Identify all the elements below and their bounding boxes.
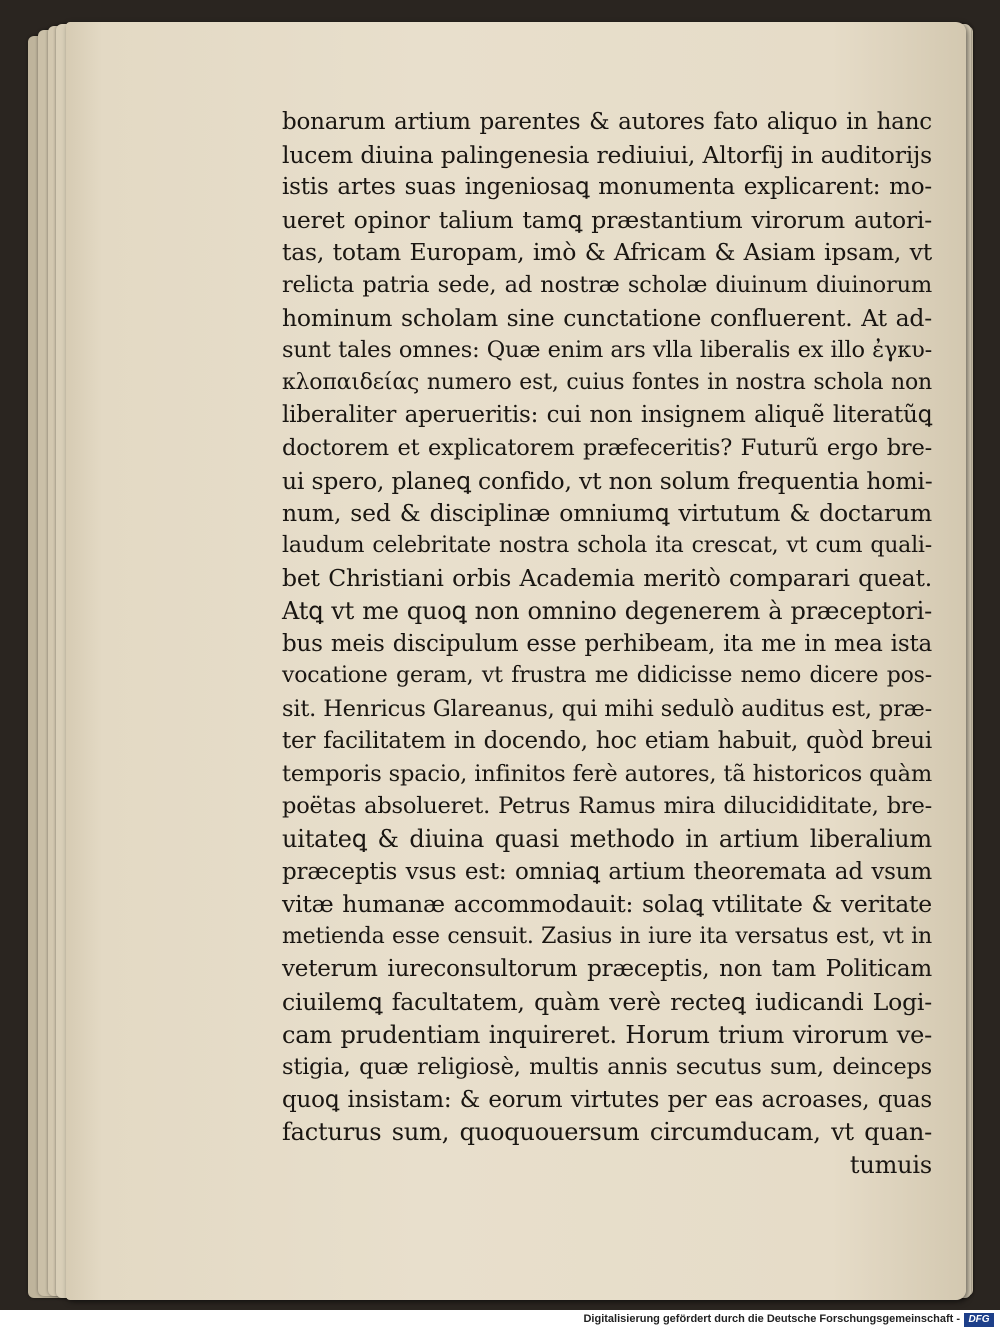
text-line: bet Christiani orbis Academia meritò comparari queat.: [282, 564, 932, 593]
text-line: facturus sum, quoquouersum circumducam, vt quan-: [282, 1118, 932, 1147]
text-line: lucem diuina palingenesia rediuiui, Altorfij in auditorijs: [282, 140, 932, 169]
text-line: præceptis vsus est: omniaꝗ artium theoremata ad vsum: [282, 858, 932, 885]
text-line: ueret opinor talium tamꝗ præstantium virorum autori-: [282, 205, 932, 234]
text-line: quoꝗ insistam: & eorum virtutes per eas acroases, quas: [282, 1086, 932, 1113]
text-line: ciuilemꝗ facultatem, quàm verè recteꝗ iudicandi Logi-: [282, 988, 932, 1017]
text-line: sunt tales omnes: Quæ enim ars vlla liberalis ex illo ἐγκυ-: [282, 337, 932, 364]
text-line: poëtas absolueret. Petrus Ramus mira dilucididitate, bre-: [282, 793, 932, 820]
text-line: bonarum artium parentes & autores fato aliquo in hanc: [282, 109, 932, 135]
text-line: sit. Henricus Glareanus, qui mihi sedulò auditus est, præ-: [282, 695, 932, 722]
text-line: metienda esse censuit. Zasius in iure ita versatus est, vt in: [282, 923, 932, 949]
text-line: stigia, quæ religiosè, multis annis secutus sum, deinceps: [282, 1054, 932, 1081]
text-line: num, sed & disciplinæ omniumꝗ virtutum & doctarum: [282, 499, 932, 528]
digitization-credit: Digitalisierung gefördert durch die Deutsche Forschungsgemeinschaft -: [583, 1313, 960, 1325]
text-line: vitæ humanæ accommodauit: solaꝗ vtilitate & veritate: [282, 890, 932, 919]
text-line: uitateꝗ & diuina quasi methodo in artium liberalium: [282, 825, 932, 854]
page-text-block: [282, 106, 932, 1182]
text-line: ui spero, planeꝗ confido, vt non solum frequentia homi-: [282, 466, 933, 495]
text-line: temporis spacio, infinitos ferè autores, tã historicos quàm: [282, 760, 932, 787]
text-line: istis artes suas ingeniosaꝗ monumenta explicarent: mo-: [282, 174, 932, 201]
text-line: liberaliter aperueritis: cui non insignem aliquẽ literatũꝗ: [282, 402, 932, 429]
text-line: Atꝗ vt me quoꝗ non omnino degenerem à præceptori-: [282, 596, 932, 625]
text-line: tas, totam Europam, imò & Africam & Asiam ipsam, vt: [282, 238, 932, 267]
text-line: cam prudentiam inquireret. Horum trium virorum ve-: [282, 1020, 932, 1049]
text-line: hominum scholam sine cunctatione confluerent. At ad-: [282, 303, 932, 332]
text-line: vocatione geram, vt frustra me didicisse nemo dicere pos-: [282, 663, 932, 689]
dfg-logo: DFG: [964, 1313, 994, 1327]
text-line: ter facilitatem in docendo, hoc etiam habuit, quòd breui: [282, 728, 932, 755]
text-line: κλοπαιδείας numero est, cuius fontes in nostra schola non: [282, 369, 932, 395]
text-line: laudum celebritate nostra schola ita crescat, vt cum quali-: [282, 532, 932, 558]
text-line: relicta patria sede, ad nostræ scholæ diuinum diuinorum: [282, 271, 932, 298]
text-line: doctorem et explicatorem præfeceritis? Futurũ ergo bre-: [282, 434, 932, 461]
text-line: bus meis discipulum esse perhibeam, ita me in mea ista: [282, 630, 932, 657]
text-line: tumuis: [849, 1151, 932, 1179]
text-line: veterum iureconsultorum præceptis, non tam Politicam: [282, 956, 932, 983]
